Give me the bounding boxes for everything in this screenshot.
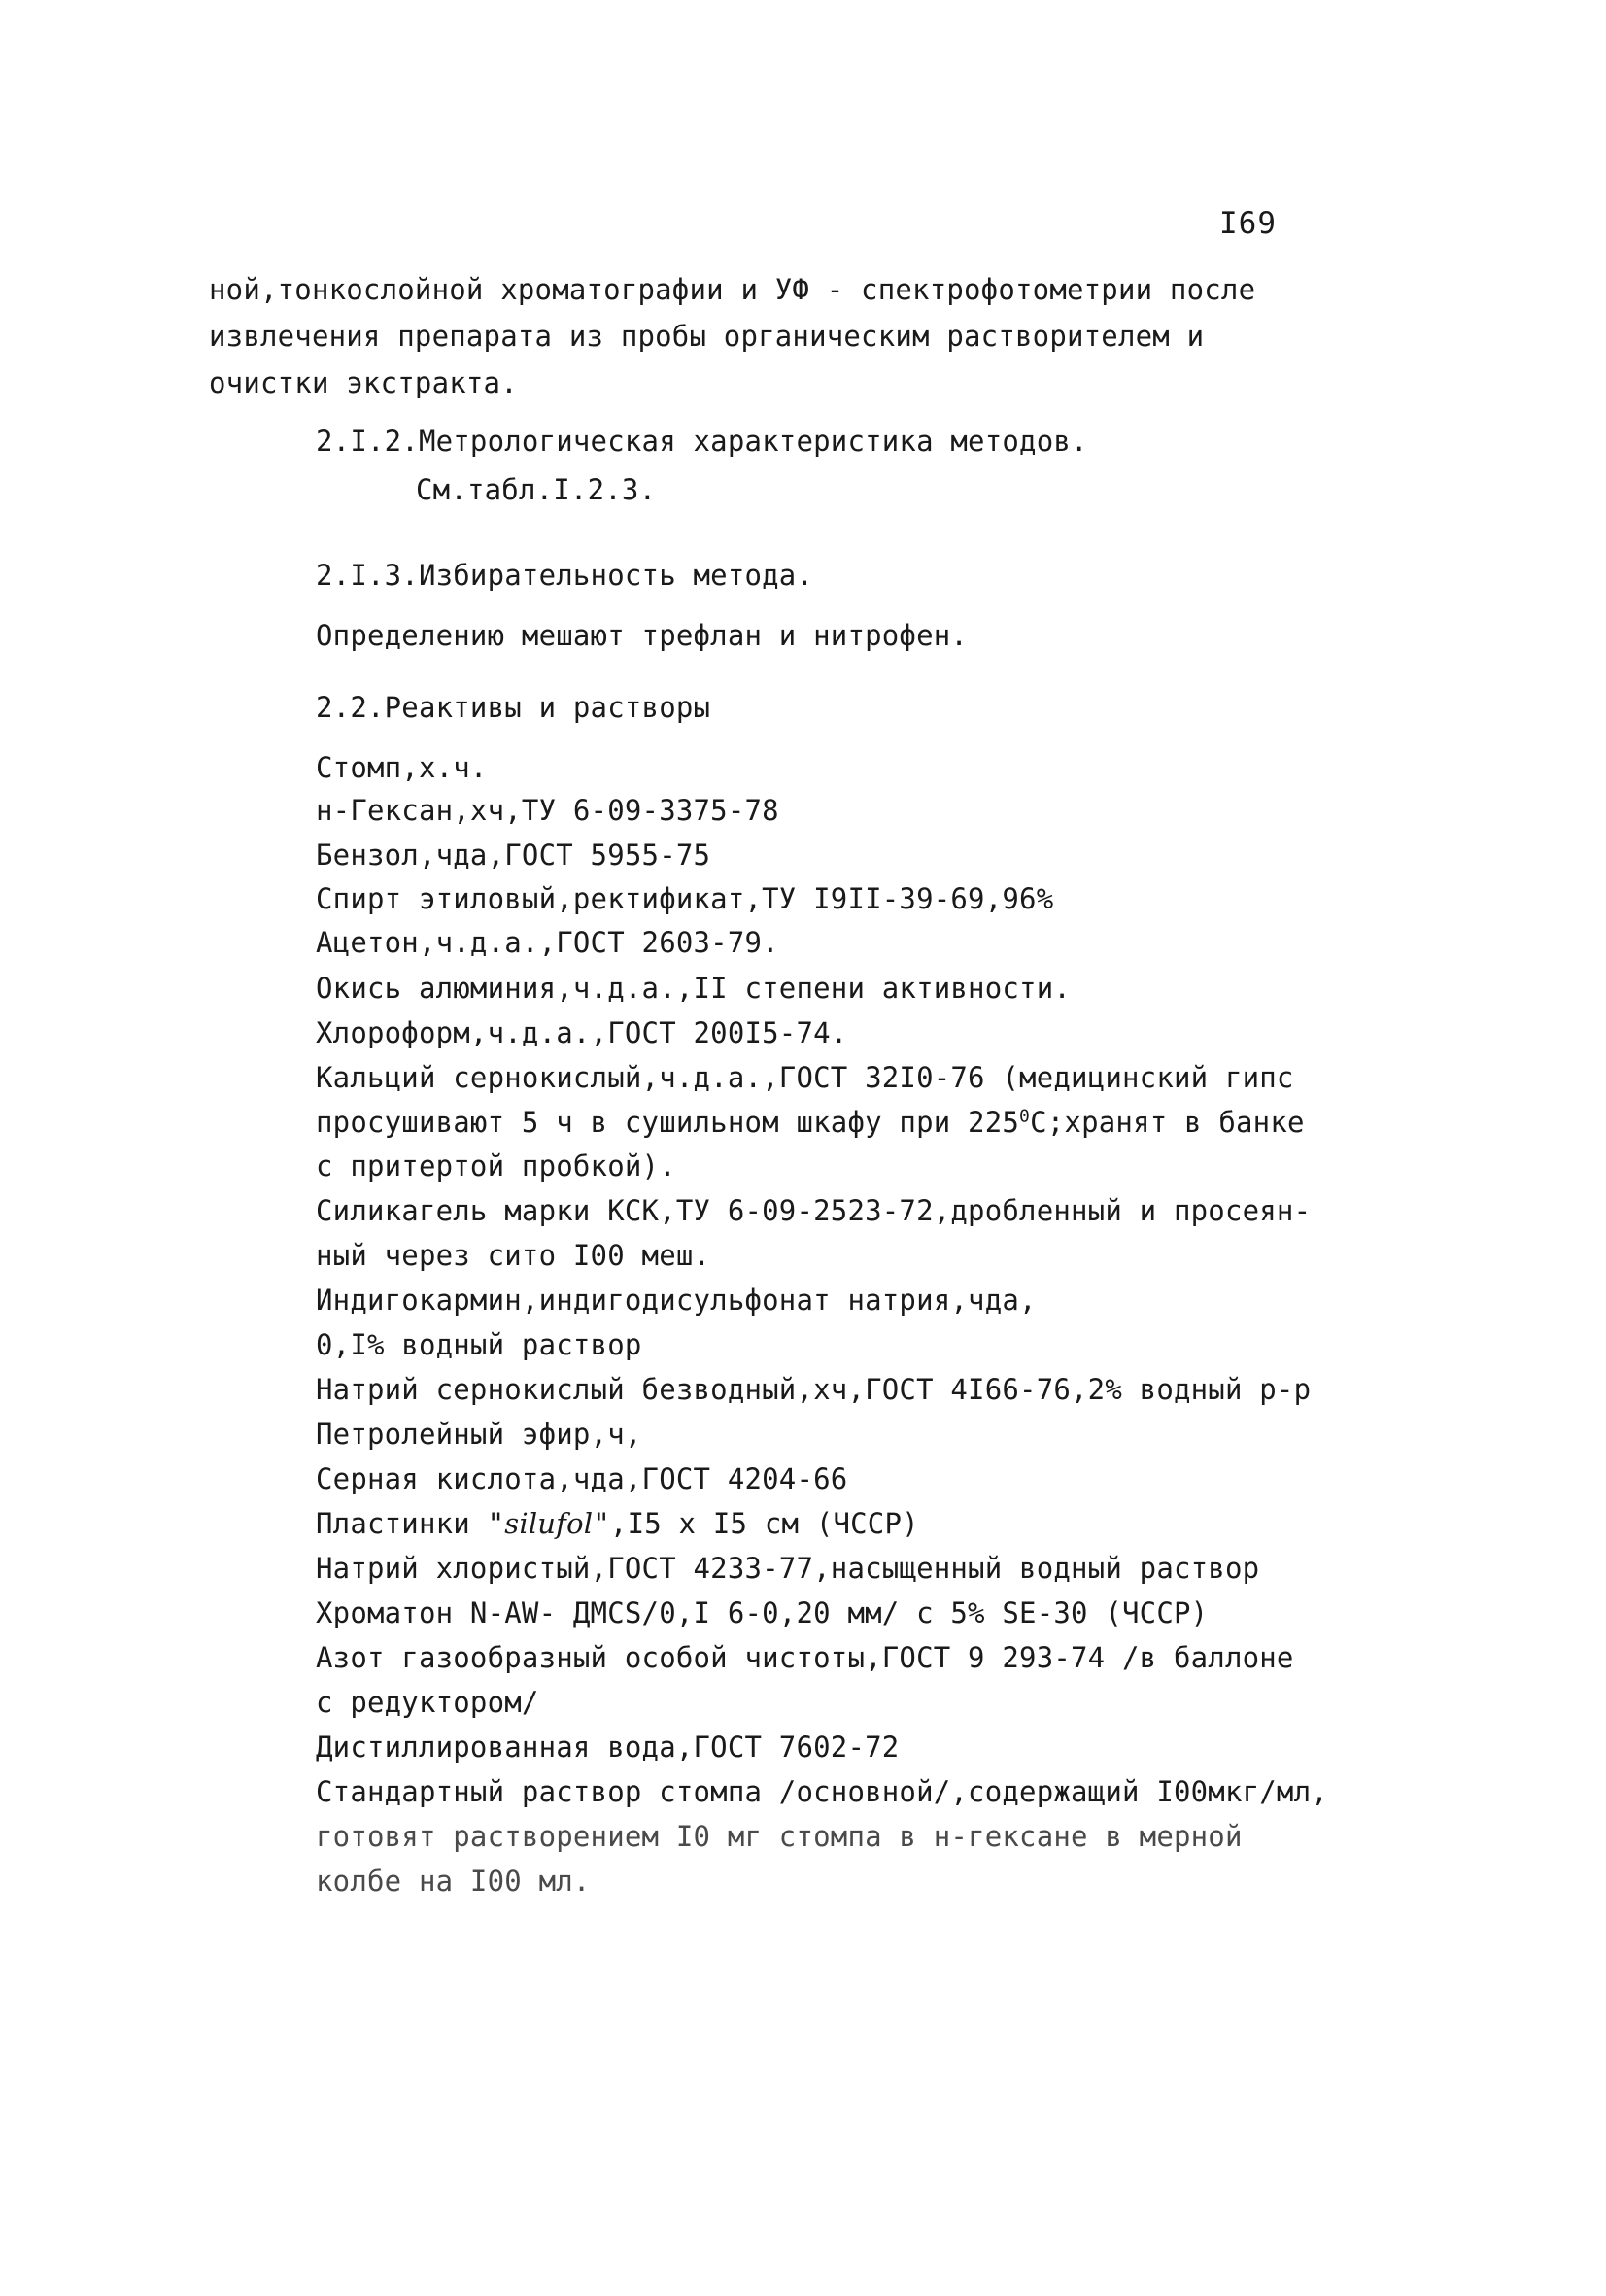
section-heading-2-1-2: 2.I.2.Метрологическая характеристика методов. <box>316 425 1088 458</box>
degree-superscript: 0 <box>1019 1106 1031 1127</box>
reagent-line-17: Серная кислота,чда,ГОСТ 4204-66 <box>316 1462 848 1495</box>
reagent-line-26: колбе на I00 мл. <box>316 1865 591 1898</box>
reagent-line-4: Спирт этиловый,ректификат,ТУ I9II-39-69,96% <box>316 882 1054 915</box>
intro-line-1: ной,тонкослойной хроматографии и УФ - спектрофотометрии после <box>209 273 1256 306</box>
selectivity-text: Определению мешают трефлан и нитрофен. <box>316 619 969 652</box>
reagent-line-14: 0,I% водный раствор <box>316 1328 642 1361</box>
reagent-line-23: Дистиллированная вода,ГОСТ 7602-72 <box>316 1731 900 1764</box>
reagent-line-11: Силикагель марки КСК,ТУ 6-09-2523-72,дробленный и просеян- <box>316 1194 1312 1227</box>
reagent-line-20: Хроматон N-AW- ДМСS/0,I 6-0,20 мм/ с 5% SE-30 (ЧССР) <box>316 1596 1209 1629</box>
reagent-line-2: н-Гексан,хч,ТУ 6-09-3375-78 <box>316 794 779 827</box>
reagent-line-16: Петролейный эфир,ч, <box>316 1418 642 1451</box>
reagent-line-7: Хлороформ,ч.д.а.,ГОСТ 200I5-74. <box>316 1016 848 1049</box>
table-reference: См.табл.I.2.3. <box>416 473 657 506</box>
reagent-line-25: готовят растворением I0 мг стомпа в н-гексане в мерной <box>316 1820 1243 1853</box>
reagent-line-21: Азот газообразный особой чистоты,ГОСТ 9 293-74 /в баллоне <box>316 1641 1294 1674</box>
intro-line-2: извлечения препарата из пробы органическим растворителем и <box>209 320 1205 353</box>
reagent-line-9-start: просушивают 5 ч в сушильном шкафу при 225 <box>316 1106 1020 1139</box>
reagent-line-15: Натрий сернокислый безводный,хч,ГОСТ 4I66-76,2% водный р-р <box>316 1373 1312 1406</box>
reagent-line-3: Бензол,чда,ГОСТ 5955-75 <box>316 839 711 872</box>
reagent-line-10: с притертой пробкой). <box>316 1149 676 1182</box>
reagent-line-1: Стомп,х.ч. <box>316 751 488 784</box>
reagent-line-18-end: ",I5 x I5 см (ЧССР) <box>593 1507 919 1540</box>
reagent-line-12: ный через сито I00 меш. <box>316 1239 711 1272</box>
reagent-line-9-end: С;хранят в банке <box>1030 1106 1305 1139</box>
reagent-line-22: с редуктором/ <box>316 1686 539 1719</box>
section-heading-2-1-3: 2.I.3.Избирательность метода. <box>316 559 814 592</box>
reagent-line-18-start: Пластинки " <box>316 1507 505 1540</box>
section-heading-2-2: 2.2.Реактивы и растворы <box>316 691 711 724</box>
reagent-line-24: Стандартный раствор стомпа /основной/,содержащий I00мкг/мл, <box>316 1775 1328 1808</box>
page-number: I69 <box>1219 206 1277 241</box>
handwritten-brand-name: silufol <box>504 1507 594 1540</box>
reagent-line-18 <box>316 1507 919 1540</box>
reagent-line-9 <box>316 1106 1305 1139</box>
reagent-line-13: Индигокармин,индигодисульфонат натрия,чда, <box>316 1284 1037 1317</box>
reagent-line-8: Кальций сернокислый,ч.д.а.,ГОСТ 32I0-76 (медицинский гипс <box>316 1061 1294 1094</box>
reagent-line-5: Ацетон,ч.д.а.,ГОСТ 2603-79. <box>316 926 779 959</box>
reagent-line-19: Натрий хлористый,ГОСТ 4233-77,насыщенный водный раствор <box>316 1552 1260 1585</box>
reagent-line-6: Окись алюминия,ч.д.а.,II степени активности. <box>316 972 1072 1005</box>
intro-line-3: очистки экстракта. <box>209 366 518 399</box>
